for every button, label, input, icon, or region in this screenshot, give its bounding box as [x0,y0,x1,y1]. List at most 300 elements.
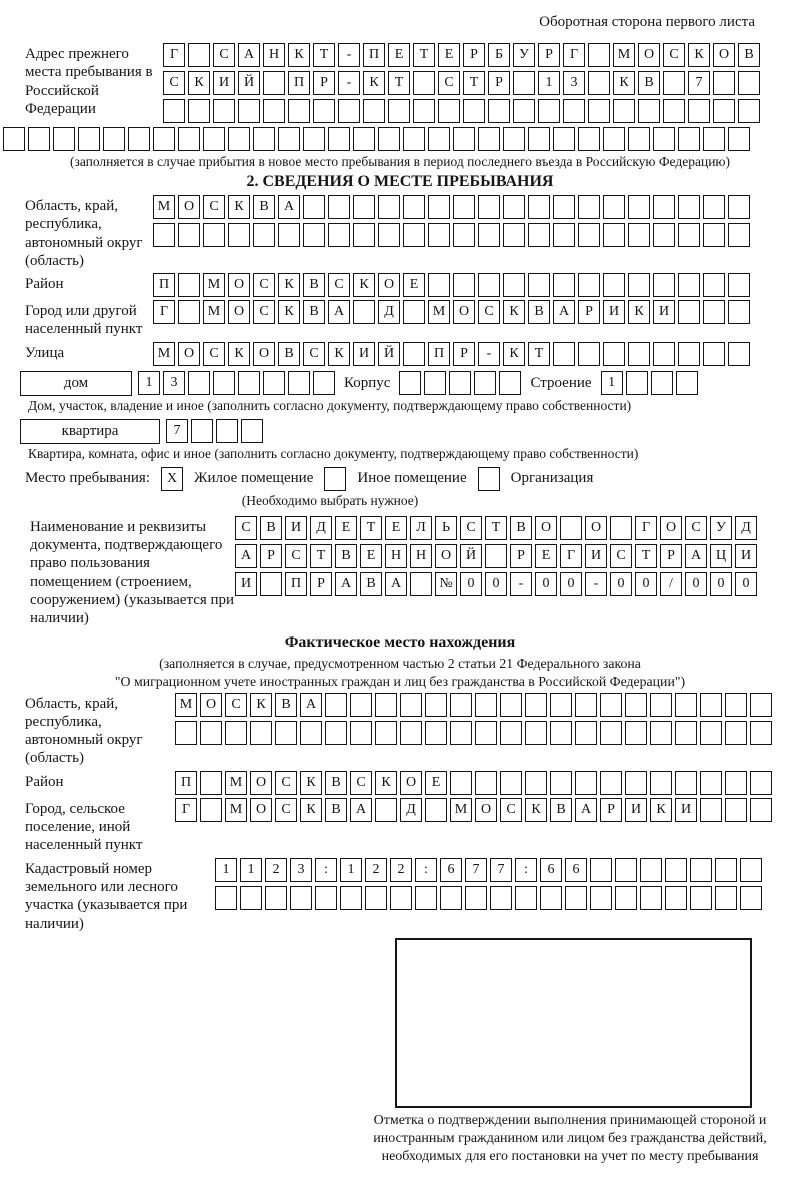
char-box[interactable] [278,223,300,247]
char-box[interactable] [725,798,747,822]
char-box[interactable]: В [325,771,347,795]
char-box[interactable] [263,371,285,395]
char-box[interactable]: А [300,693,322,717]
char-box[interactable] [588,43,610,67]
char-box[interactable] [575,693,597,717]
char-box[interactable] [253,223,275,247]
char-box[interactable]: 0 [685,572,707,596]
char-box[interactable] [700,721,722,745]
char-box[interactable]: Е [385,516,407,540]
char-box[interactable] [678,127,700,151]
char-box[interactable] [503,195,525,219]
char-box[interactable] [188,371,210,395]
char-box[interactable] [728,273,750,297]
char-box[interactable]: П [363,43,385,67]
char-box[interactable] [413,71,435,95]
char-box[interactable]: Д [310,516,332,540]
char-box[interactable] [515,886,537,910]
char-box[interactable]: С [225,693,247,717]
char-box[interactable] [353,223,375,247]
char-box[interactable]: : [515,858,537,882]
char-box[interactable]: Р [260,544,282,568]
char-box[interactable] [424,371,446,395]
char-box[interactable] [528,273,550,297]
char-box[interactable] [338,99,360,123]
char-box[interactable]: Т [360,516,382,540]
char-box[interactable] [650,721,672,745]
char-box[interactable]: Ц [710,544,732,568]
char-box[interactable] [538,99,560,123]
char-box[interactable] [315,886,337,910]
char-box[interactable]: 3 [290,858,312,882]
char-box[interactable]: Е [438,43,460,67]
char-box[interactable] [690,858,712,882]
char-box[interactable]: В [278,342,300,366]
char-box[interactable] [478,273,500,297]
char-box[interactable]: - [338,71,360,95]
char-box[interactable]: Р [600,798,622,822]
char-box[interactable]: В [510,516,532,540]
char-box[interactable] [453,273,475,297]
char-box[interactable] [485,544,507,568]
char-box[interactable]: К [628,300,650,324]
char-box[interactable] [725,693,747,717]
char-box[interactable] [525,693,547,717]
char-box[interactable] [628,195,650,219]
char-box[interactable] [438,99,460,123]
char-box[interactable]: Г [163,43,185,67]
char-box[interactable]: С [213,43,235,67]
char-box[interactable] [324,467,346,491]
char-box[interactable] [625,771,647,795]
char-box[interactable] [513,99,535,123]
char-box[interactable]: К [503,342,525,366]
char-box[interactable] [628,127,650,151]
char-box[interactable] [715,858,737,882]
char-box[interactable] [425,798,447,822]
char-box[interactable]: П [175,771,197,795]
char-box[interactable]: : [415,858,437,882]
char-box[interactable] [703,300,725,324]
char-box[interactable] [203,223,225,247]
char-box[interactable] [178,273,200,297]
char-box[interactable] [453,127,475,151]
char-box[interactable]: И [213,71,235,95]
char-box[interactable] [640,858,662,882]
char-box[interactable]: Е [425,771,447,795]
char-box[interactable] [626,371,648,395]
char-box[interactable]: С [275,798,297,822]
char-box[interactable] [265,886,287,910]
char-box[interactable] [603,195,625,219]
char-box[interactable] [353,127,375,151]
char-box[interactable]: К [650,798,672,822]
char-box[interactable] [700,693,722,717]
char-box[interactable]: Е [360,544,382,568]
char-box[interactable] [603,223,625,247]
char-box[interactable]: В [325,798,347,822]
char-box[interactable]: С [303,342,325,366]
char-box[interactable]: О [660,516,682,540]
char-box[interactable] [665,858,687,882]
char-box[interactable] [540,886,562,910]
char-box[interactable]: Д [735,516,757,540]
char-box[interactable]: И [285,516,307,540]
char-box[interactable] [103,127,125,151]
char-box[interactable] [678,195,700,219]
char-box[interactable]: 1 [138,371,160,395]
char-box[interactable] [375,693,397,717]
char-box[interactable]: Е [388,43,410,67]
char-box[interactable]: М [225,771,247,795]
char-box[interactable]: О [378,273,400,297]
char-box[interactable]: К [228,195,250,219]
char-box[interactable]: О [178,195,200,219]
char-box[interactable]: Т [388,71,410,95]
char-box[interactable] [453,223,475,247]
char-box[interactable]: В [253,195,275,219]
char-box[interactable] [590,858,612,882]
char-box[interactable]: Й [378,342,400,366]
char-box[interactable]: Е [535,544,557,568]
char-box[interactable] [688,99,710,123]
char-box[interactable]: И [603,300,625,324]
char-box[interactable]: Е [335,516,357,540]
char-box[interactable]: / [660,572,682,596]
char-box[interactable]: - [338,43,360,67]
char-box[interactable]: А [553,300,575,324]
char-box[interactable]: К [300,798,322,822]
char-box[interactable] [440,886,462,910]
char-box[interactable] [303,223,325,247]
char-box[interactable] [499,371,521,395]
char-box[interactable] [425,693,447,717]
char-box[interactable]: Т [313,43,335,67]
char-box[interactable] [213,99,235,123]
char-box[interactable] [675,693,697,717]
char-box[interactable] [188,43,210,67]
char-box[interactable]: К [328,342,350,366]
char-box[interactable] [703,127,725,151]
char-box[interactable] [628,223,650,247]
char-box[interactable] [490,886,512,910]
char-box[interactable]: 6 [565,858,587,882]
char-box[interactable] [588,99,610,123]
char-box[interactable]: М [613,43,635,67]
char-box[interactable] [188,99,210,123]
char-box[interactable] [578,127,600,151]
char-box[interactable] [403,300,425,324]
char-box[interactable]: С [328,273,350,297]
char-box[interactable]: К [688,43,710,67]
char-box[interactable] [475,771,497,795]
char-box[interactable] [225,721,247,745]
char-box[interactable]: М [450,798,472,822]
char-box[interactable] [449,371,471,395]
char-box[interactable] [340,886,362,910]
char-box[interactable] [653,342,675,366]
char-box[interactable]: К [288,43,310,67]
char-box[interactable]: С [275,771,297,795]
char-box[interactable] [263,99,285,123]
char-box[interactable] [678,273,700,297]
char-box[interactable]: Й [460,544,482,568]
char-box[interactable] [238,371,260,395]
char-box[interactable]: О [475,798,497,822]
char-box[interactable]: Д [378,300,400,324]
char-box[interactable]: К [613,71,635,95]
char-box[interactable]: Р [510,544,532,568]
char-box[interactable]: - [510,572,532,596]
char-box[interactable]: Л [410,516,432,540]
char-box[interactable]: 2 [365,858,387,882]
char-box[interactable] [200,721,222,745]
char-box[interactable]: К [300,771,322,795]
char-box[interactable]: Т [310,544,332,568]
char-box[interactable] [553,342,575,366]
char-box[interactable] [676,371,698,395]
char-box[interactable]: Р [660,544,682,568]
char-box[interactable]: Н [410,544,432,568]
char-box[interactable] [713,71,735,95]
char-box[interactable] [675,771,697,795]
char-box[interactable]: И [235,572,257,596]
char-box[interactable]: А [278,195,300,219]
char-box[interactable] [503,273,525,297]
char-box[interactable] [216,419,238,443]
char-box[interactable]: О [228,273,250,297]
char-box[interactable] [450,771,472,795]
char-box[interactable] [750,693,772,717]
char-box[interactable]: О [400,771,422,795]
char-box[interactable] [253,127,275,151]
char-box[interactable] [650,693,672,717]
char-box[interactable] [663,99,685,123]
char-box[interactable] [563,99,585,123]
char-box[interactable]: П [428,342,450,366]
char-box[interactable]: Т [413,43,435,67]
char-box[interactable] [288,99,310,123]
char-box[interactable]: М [203,273,225,297]
char-box[interactable]: С [500,798,522,822]
char-box[interactable]: С [163,71,185,95]
char-box[interactable] [625,721,647,745]
char-box[interactable] [375,721,397,745]
char-box[interactable] [475,693,497,717]
char-box[interactable]: 0 [710,572,732,596]
char-box[interactable] [528,127,550,151]
char-box[interactable] [303,195,325,219]
char-box[interactable]: К [363,71,385,95]
char-box[interactable] [328,223,350,247]
char-box[interactable] [425,721,447,745]
char-box[interactable] [750,798,772,822]
char-box[interactable] [191,419,213,443]
char-box[interactable]: С [350,771,372,795]
char-box[interactable] [728,127,750,151]
char-box[interactable] [488,99,510,123]
char-box[interactable] [215,886,237,910]
char-box[interactable] [415,886,437,910]
char-box[interactable] [378,195,400,219]
char-box[interactable]: Т [485,516,507,540]
char-box[interactable]: П [285,572,307,596]
char-box[interactable] [290,886,312,910]
char-box[interactable] [228,223,250,247]
char-box[interactable] [610,516,632,540]
char-box[interactable]: X [161,467,183,491]
char-box[interactable]: К [353,273,375,297]
char-box[interactable]: М [175,693,197,717]
char-box[interactable] [428,195,450,219]
char-box[interactable]: 1 [240,858,262,882]
char-box[interactable]: С [253,273,275,297]
char-box[interactable] [528,195,550,219]
char-box[interactable] [703,223,725,247]
char-box[interactable]: В [260,516,282,540]
char-box[interactable] [413,99,435,123]
char-box[interactable] [703,342,725,366]
char-box[interactable]: К [278,273,300,297]
char-box[interactable] [399,371,421,395]
char-box[interactable]: К [228,342,250,366]
char-box[interactable]: О [250,771,272,795]
char-box[interactable] [478,195,500,219]
char-box[interactable]: И [675,798,697,822]
char-box[interactable] [428,273,450,297]
char-box[interactable] [728,342,750,366]
char-box[interactable] [578,273,600,297]
char-box[interactable] [250,721,272,745]
char-box[interactable] [403,195,425,219]
char-box[interactable]: 0 [535,572,557,596]
char-box[interactable] [328,127,350,151]
char-box[interactable] [588,71,610,95]
char-box[interactable] [553,195,575,219]
char-box[interactable] [500,771,522,795]
char-box[interactable] [325,693,347,717]
char-box[interactable]: 1 [538,71,560,95]
char-box[interactable] [410,572,432,596]
char-box[interactable]: У [710,516,732,540]
char-box[interactable] [28,127,50,151]
char-box[interactable]: М [203,300,225,324]
char-box[interactable] [615,858,637,882]
char-box[interactable] [525,771,547,795]
char-box[interactable] [578,223,600,247]
char-box[interactable] [213,371,235,395]
char-box[interactable]: М [153,195,175,219]
char-box[interactable]: 3 [163,371,185,395]
char-box[interactable] [653,223,675,247]
char-box[interactable] [463,99,485,123]
char-box[interactable]: С [253,300,275,324]
char-box[interactable]: О [250,798,272,822]
char-box[interactable] [228,127,250,151]
char-box[interactable] [600,721,622,745]
char-box[interactable]: Г [153,300,175,324]
char-box[interactable]: А [238,43,260,67]
char-box[interactable] [678,223,700,247]
char-box[interactable]: В [550,798,572,822]
char-box[interactable] [703,195,725,219]
char-box[interactable]: 7 [465,858,487,882]
char-box[interactable]: И [735,544,757,568]
char-box[interactable] [53,127,75,151]
char-box[interactable]: А [350,798,372,822]
char-box[interactable]: О [453,300,475,324]
char-box[interactable]: 6 [540,858,562,882]
char-box[interactable]: К [375,771,397,795]
char-box[interactable] [288,371,310,395]
char-box[interactable] [553,273,575,297]
char-box[interactable] [203,127,225,151]
char-box[interactable]: 0 [635,572,657,596]
char-box[interactable]: С [478,300,500,324]
char-box[interactable] [465,886,487,910]
char-box[interactable]: № [435,572,457,596]
char-box[interactable] [178,127,200,151]
char-box[interactable] [200,798,222,822]
char-box[interactable]: Н [263,43,285,67]
char-box[interactable]: К [278,300,300,324]
char-box[interactable]: О [200,693,222,717]
char-box[interactable] [638,99,660,123]
char-box[interactable] [303,127,325,151]
char-box[interactable] [453,195,475,219]
char-box[interactable] [600,771,622,795]
char-box[interactable] [365,886,387,910]
char-box[interactable] [200,771,222,795]
char-box[interactable]: В [335,544,357,568]
char-box[interactable]: Р [313,71,335,95]
char-box[interactable] [640,886,662,910]
char-box[interactable]: М [225,798,247,822]
char-box[interactable]: С [285,544,307,568]
char-box[interactable] [153,127,175,151]
char-box[interactable]: К [188,71,210,95]
char-box[interactable] [300,721,322,745]
char-box[interactable] [403,342,425,366]
char-box[interactable] [478,467,500,491]
char-box[interactable] [400,693,422,717]
char-box[interactable]: О [638,43,660,67]
char-box[interactable]: С [663,43,685,67]
char-box[interactable] [153,223,175,247]
char-box[interactable] [713,99,735,123]
char-box[interactable] [725,721,747,745]
char-box[interactable] [178,300,200,324]
char-box[interactable] [500,693,522,717]
char-box[interactable] [238,99,260,123]
char-box[interactable] [400,721,422,745]
char-box[interactable] [260,572,282,596]
char-box[interactable]: С [438,71,460,95]
char-box[interactable] [738,99,760,123]
char-box[interactable] [625,693,647,717]
char-box[interactable]: О [535,516,557,540]
char-box[interactable] [628,273,650,297]
char-box[interactable]: О [435,544,457,568]
char-box[interactable] [678,342,700,366]
char-box[interactable]: 7 [688,71,710,95]
char-box[interactable]: К [250,693,272,717]
char-box[interactable]: А [328,300,350,324]
char-box[interactable] [263,71,285,95]
char-box[interactable]: С [685,516,707,540]
char-box[interactable]: 1 [215,858,237,882]
char-box[interactable] [703,273,725,297]
